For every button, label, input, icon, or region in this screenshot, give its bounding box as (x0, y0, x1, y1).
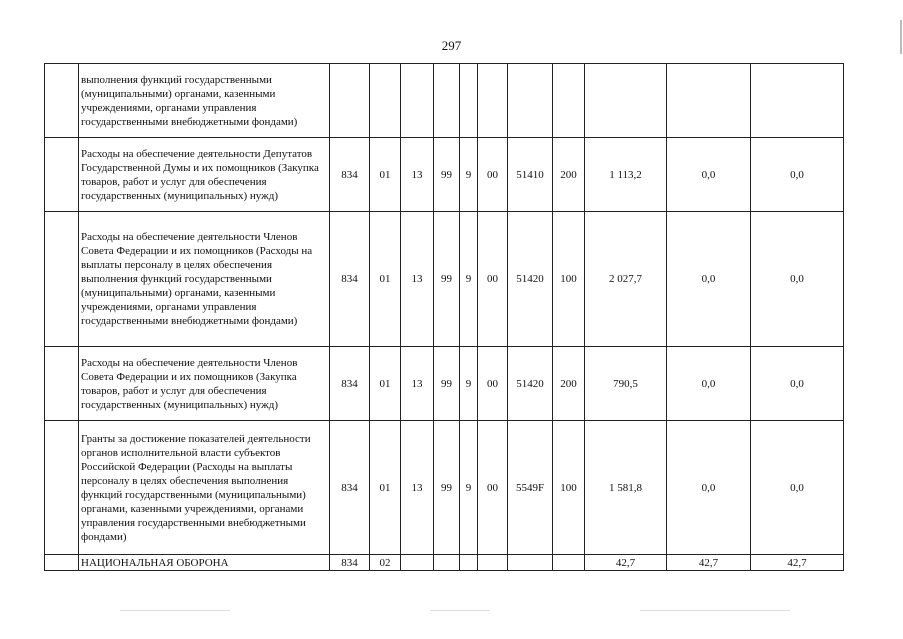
cell-expense-type: 100 (553, 421, 585, 555)
cell-cs-subprogram: 9 (460, 421, 478, 555)
cell-cs-event (478, 64, 508, 138)
cell-grbs: 834 (330, 555, 370, 571)
cell-cs-program: 99 (434, 138, 460, 212)
cell-expense-type (553, 555, 585, 571)
table-row (45, 421, 844, 555)
cell-index (45, 555, 79, 571)
cell-cs-direction: 51420 (508, 212, 553, 347)
cell-cs-program (434, 555, 460, 571)
cell-cs-subprogram (460, 555, 478, 571)
cell-amount-year2: 0,0 (667, 138, 751, 212)
cell-cs-program (434, 64, 460, 138)
cell-grbs (330, 64, 370, 138)
cell-amount-year2: 0,0 (667, 421, 751, 555)
scan-edge-mark (900, 20, 902, 54)
cell-amount-year3: 0,0 (751, 212, 844, 347)
cell-razdel: 01 (370, 347, 401, 421)
cell-index (45, 347, 79, 421)
cell-cs-subprogram: 9 (460, 347, 478, 421)
cell-amount-year2: 0,0 (667, 212, 751, 347)
cell-cs-subprogram: 9 (460, 138, 478, 212)
cell-expense-type: 100 (553, 212, 585, 347)
cell-amount-year1: 2 027,7 (585, 212, 667, 347)
cell-amount-year2 (667, 64, 751, 138)
cell-amount-year1: 42,7 (585, 555, 667, 571)
budget-table (44, 63, 844, 571)
cell-cs-event: 00 (478, 138, 508, 212)
cell-grbs: 834 (330, 421, 370, 555)
cell-description: Расходы на обеспечение деятельности Членов Совета Федерации и их помощников (Закупка товаров, работ и услуг для обеспечения государственных (муниципальных) нужд) (79, 347, 330, 421)
table-row (45, 555, 844, 571)
cell-expense-type: 200 (553, 347, 585, 421)
cell-amount-year1 (585, 64, 667, 138)
cell-podrazdel: 13 (401, 138, 434, 212)
table-row (45, 347, 844, 421)
cell-expense-type (553, 64, 585, 138)
cell-razdel: 02 (370, 555, 401, 571)
cell-podrazdel: 13 (401, 347, 434, 421)
cell-cs-direction: 51420 (508, 347, 553, 421)
cell-cs-event (478, 555, 508, 571)
cell-cs-event: 00 (478, 212, 508, 347)
cell-cs-program: 99 (434, 212, 460, 347)
cell-cs-subprogram (460, 64, 478, 138)
cell-amount-year3: 42,7 (751, 555, 844, 571)
cell-cs-event: 00 (478, 347, 508, 421)
cell-amount-year3: 0,0 (751, 347, 844, 421)
cell-razdel: 01 (370, 138, 401, 212)
cell-description: выполнения функций государственными (муниципальными) органами, казенными учреждениями, органами управления государственными внебюджетными фондами) (79, 64, 330, 138)
cell-podrazdel (401, 64, 434, 138)
cell-razdel (370, 64, 401, 138)
cell-grbs: 834 (330, 347, 370, 421)
cell-cs-program: 99 (434, 347, 460, 421)
cell-amount-year2: 0,0 (667, 347, 751, 421)
cell-razdel: 01 (370, 421, 401, 555)
cell-amount-year3 (751, 64, 844, 138)
cell-index (45, 138, 79, 212)
table-row (45, 212, 844, 347)
cell-amount-year3: 0,0 (751, 421, 844, 555)
table-body (45, 64, 844, 571)
cell-expense-type: 200 (553, 138, 585, 212)
cell-cs-program: 99 (434, 421, 460, 555)
scan-artifact-line (640, 610, 790, 611)
cell-grbs: 834 (330, 212, 370, 347)
cell-description: Расходы на обеспечение деятельности Депутатов Государственной Думы и их помощников (Закупка товаров, работ и услуг для обеспечения государственных (муниципальных) нужд) (79, 138, 330, 212)
cell-amount-year1: 790,5 (585, 347, 667, 421)
cell-cs-subprogram: 9 (460, 212, 478, 347)
cell-cs-direction (508, 64, 553, 138)
cell-amount-year3: 0,0 (751, 138, 844, 212)
cell-podrazdel (401, 555, 434, 571)
cell-amount-year1: 1 581,8 (585, 421, 667, 555)
cell-cs-event: 00 (478, 421, 508, 555)
cell-amount-year1: 1 113,2 (585, 138, 667, 212)
scan-artifact-line (120, 610, 230, 611)
cell-amount-year2: 42,7 (667, 555, 751, 571)
cell-cs-direction: 5549F (508, 421, 553, 555)
cell-description: Расходы на обеспечение деятельности Членов Совета Федерации и их помощников (Расходы на выплаты персоналу в целях обеспечения выполнения функций государственными (муниципальными) органами, казенными учреждениями, органами управления государственными внебюджетными фондами) (79, 212, 330, 347)
cell-index (45, 212, 79, 347)
cell-cs-direction (508, 555, 553, 571)
cell-grbs: 834 (330, 138, 370, 212)
cell-podrazdel: 13 (401, 212, 434, 347)
scan-artifact-line (430, 610, 490, 611)
cell-razdel: 01 (370, 212, 401, 347)
cell-index (45, 64, 79, 138)
cell-index (45, 421, 79, 555)
cell-description: НАЦИОНАЛЬНАЯ ОБОРОНА (79, 555, 330, 571)
cell-podrazdel: 13 (401, 421, 434, 555)
cell-description: Гранты за достижение показателей деятельности органов исполнительной власти субъектов Российской Федерации (Расходы на выплаты персоналу в целях обеспечения выполнения функций государственными (муниципальными) органами, казенными учреждениями, органами управления государственными внебюджетными фондами) (79, 421, 330, 555)
page-number: 297 (441, 38, 462, 53)
table-row (45, 64, 844, 138)
cell-cs-direction: 51410 (508, 138, 553, 212)
table-row (45, 138, 844, 212)
